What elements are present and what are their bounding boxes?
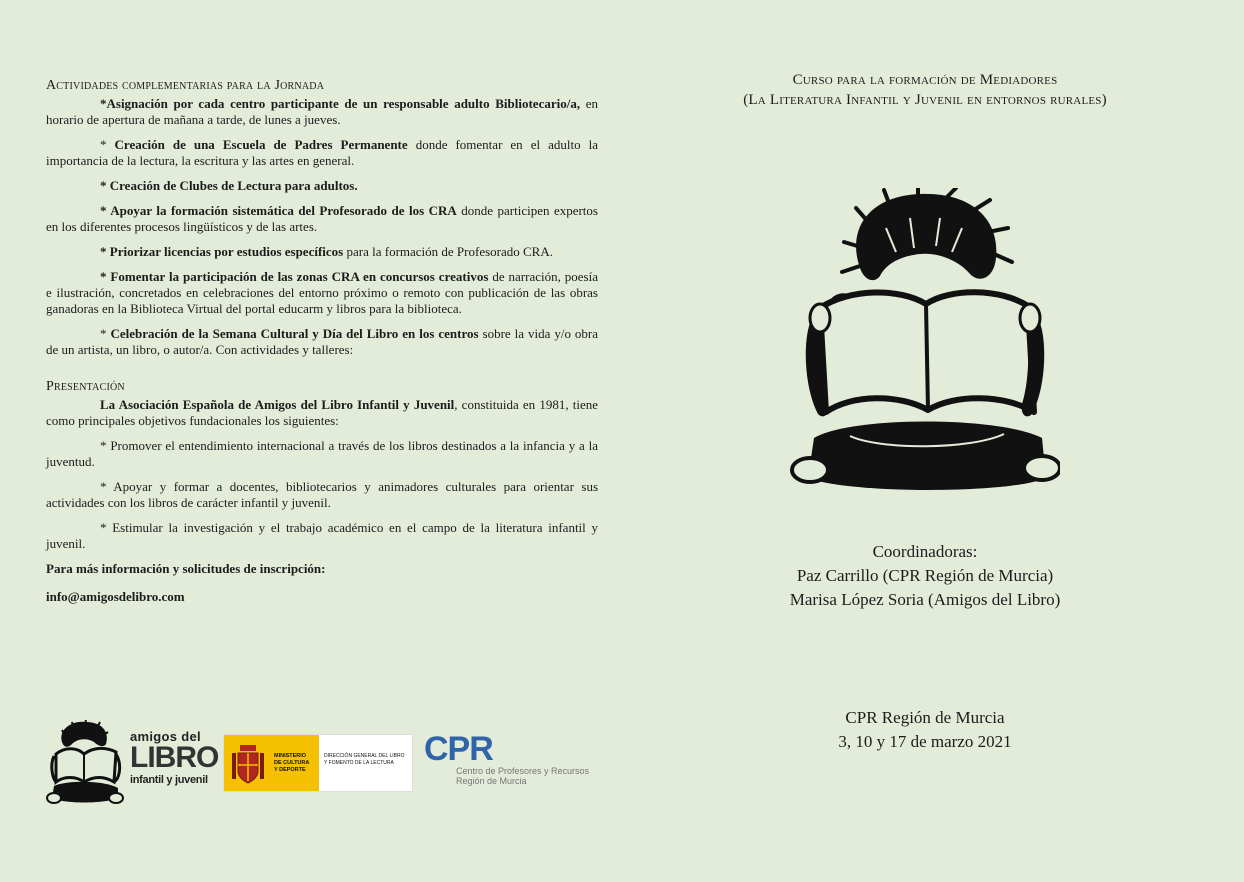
venue: CPR Región de Murcia: [845, 708, 1005, 727]
objective-item: * Apoyar y formar a docentes, bibliotecarios y animadores culturales para orientar sus actividades con los libros de carácter infantil y juvenil.: [46, 479, 598, 510]
email-link[interactable]: info@amigosdelibro.com: [46, 589, 185, 604]
ministerio-logo: MINISTERIO DE CULTURA Y DEPORTE DIRECCIÓN GENERAL DEL LIBRO Y FOMENTO DE LA LECTURA: [223, 734, 413, 792]
amigos-logo-text: amigos del LIBRO infantil y juvenil: [130, 729, 219, 786]
coordinator-2: Marisa López Soria (Amigos del Libro): [789, 590, 1061, 609]
logos-row: [44, 720, 604, 810]
activity-item: * Apoyar la formación sistemática del Profesorado de los CRA donde participen expertos en los diferentes procesos lingüísticos y de las artes.: [46, 203, 598, 234]
objective-item: * Estimular la investigación y el trabajo académico en el campo de la literatura infantil y juvenil.: [46, 520, 598, 551]
course-dates: 3, 10 y 17 de marzo 2021: [838, 732, 1012, 751]
reading-child-illustration-icon: [790, 188, 1060, 498]
activities-list: [46, 96, 598, 358]
activity-item: *Asignación por cada centro participante de un responsable adulto Bibliotecario/a, en horario de apertura de mañana a tarde, de lunes a jueves.: [46, 96, 598, 127]
course-title-line1: Curso para la formación de Mediadores: [792, 72, 1058, 88]
coordinators-label: Coordinadoras:: [872, 542, 978, 561]
activity-item: * Celebración de la Semana Cultural y Día del Libro en los centros sobre la vida y/o obra de un artista, un libro, o autor/a. Con actividades y talleres:: [46, 326, 598, 357]
activity-item: * Priorizar licencias por estudios específicos para la formación de Profesorado CRA.: [100, 244, 553, 259]
left-column: [46, 78, 598, 611]
activity-item: * Fomentar la participación de las zonas CRA en concursos creativos de narración, poesía e ilustración, concretados en celebraciones del entorno próximo o remoto con publicación de las obras ganadoras en la Biblioteca Virtual del portal educarm y libros para la biblioteca.: [46, 269, 598, 316]
reading-child-small-icon: [44, 720, 126, 806]
presentation-title: Presentación: [46, 379, 125, 394]
presentation-intro: La Asociación Española de Amigos del Libro Infantil y Juvenil, constituida en 1981, tiene como principales objetivos fundacionales los siguientes:: [46, 397, 598, 428]
objective-item: * Promover el entendimiento internacional a través de los libros destinados a la infancia y a la juventud.: [46, 438, 598, 469]
right-column: [640, 70, 1210, 754]
coordinator-1: Paz Carrillo (CPR Región de Murcia): [796, 566, 1054, 585]
cpr-logo: CPR Centro de Profesores y Recursos Región de Murcia: [424, 730, 590, 786]
more-info: Para más información y solicitudes de inscripción:: [46, 561, 326, 576]
activity-item: * Creación de Clubes de Lectura para adultos.: [100, 178, 358, 193]
course-title-line2: (La Literatura Infantil y Juvenil en entornos rurales): [743, 92, 1107, 108]
activity-item: * Creación de una Escuela de Padres Permanente donde fomentar en el adulto la importancia de la lectura, la escritura y las artes en general.: [46, 137, 598, 168]
objectives-list: [46, 438, 598, 552]
activities-title: Actividades complementarias para la Jornada: [46, 78, 325, 93]
coat-of-arms-icon: [230, 741, 266, 785]
